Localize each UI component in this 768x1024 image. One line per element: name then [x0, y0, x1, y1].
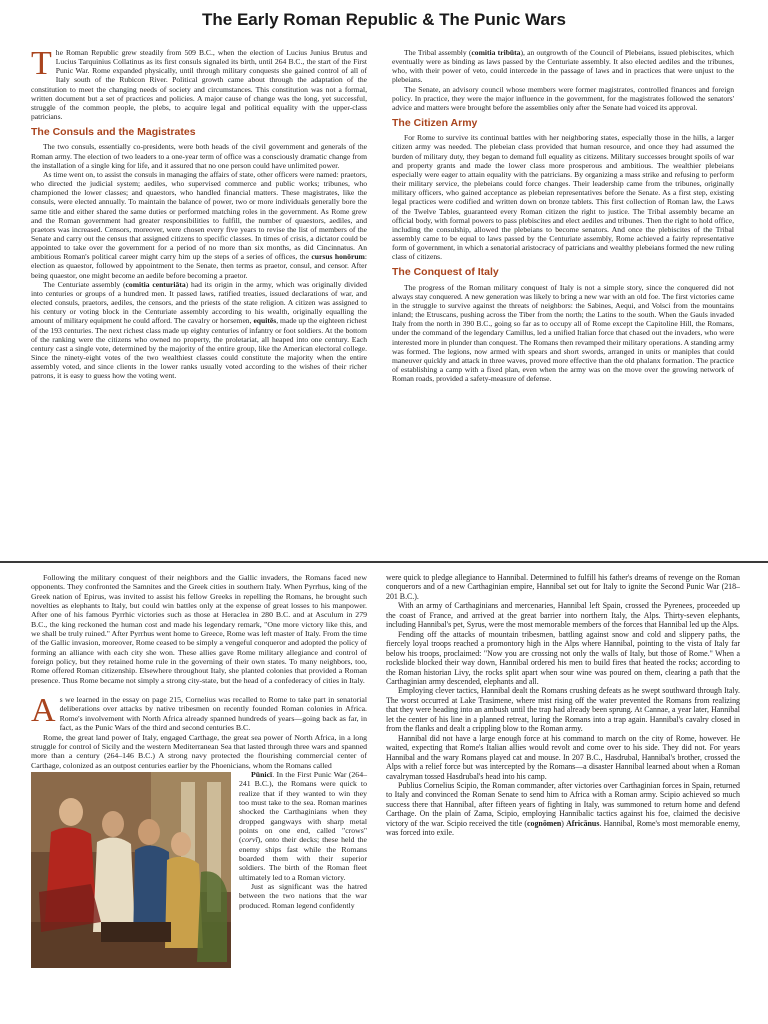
paragraph: Pūnicī. In the First Punic War (264–241 B.C.), the Romans were quick to realize that if they wanted to win they too must take to the sea. Roman marines shocked the Carthaginians when they dropped gangways with sharp metal points on one end, called "crows" (corvī), onto their decks; these held the enemy ships fast while the Romans boarded them with their superior soldiers. The birth of the Roman fleet ultimately led to a Roman victory. — [239, 769, 367, 882]
column-4 — [386, 573, 740, 838]
drop-cap: A — [31, 692, 56, 730]
paragraph: Publius Cornelius Scipio, the Roman commander, after victories over Carthaginian forces in Spain, returned to Italy and convinced the Roman Senate to send him to Africa with a Roman army. Scipio achieved so much success there that Hannibal, after fifteen years of fighting in Italy, was summoned to return home and defend Carthage. On the plain of Zama, Scipio, employing Hannibalic tactics against his foe, claimed the decisive victory of the war. Scipio received the title (cognōmen) Africānus. Hannibal, Rome's most memorable enemy, was forced into exile. — [386, 780, 740, 838]
paragraph: The progress of the Roman military conquest of Italy is not a simple story, since the conquered did not always stay conquered. A new generation was likely to bring a new war with an old foe. The first victories came in the struggle to survive against the threats of neighbors: the Sabines, Aequi, and Volsci from the mountains inland; the Etruscans, pushing across the Tiber from the north; the Latins to the south. When the Gauls invaded Italy from the north in 390 B.C., going so far as to occupy all of Rome except the Capitoline Hill, the Romans, under the command of the legendary Camillus, led a unified Italian force that chased out the invaders, who were interested more in plunder than conquest. The Romans then revamped their military operations. A standing army was formed. The legions, now armed with spears and short swords, arranged in units or maniples that could maneuver quickly and attack in three waves, proved more effective than the old phalanx formation. The practice of establishing a camp with a fixed plan, even when the army was on the move over the growing network of Roman roads, provided a safety-measure of defense. — [392, 282, 734, 384]
heading-conquest-italy: The Conquest of Italy — [392, 266, 499, 279]
column-3 — [31, 573, 367, 970]
drop-cap: T — [31, 45, 52, 82]
paragraph: Fending off the attacks of mountain tribesmen, battling against snow and cold and slippery paths, the fiercely loyal troops reached a promontory high in the Alps where Hannibal, pointing to the vista of Italy far below his troops, proclaimed: "Now you are crossing not only the walls of Italy, but those of Rome." When a rockslide blocked their way down, Hannibal ordered his men to build fires that heated the rocks; according to the Roman historian Livy, the rocks split apart when sour wine was poured on them, clearing a path that the Carthaginian army descended, elephants and all. — [386, 629, 740, 686]
paragraph: Rome, the great land power of Italy, engaged Carthage, the great sea power of North Africa, in a long struggle for control of Sicily and the western Mediterranean Sea that lasted through three wars and spanned more than a century (264–146 B.C.) A strong navy protected the flourishing commercial center of Carthage, colonized as an outpost centuries earlier by the Phoenicians, whom the Romans called — [31, 732, 367, 770]
paragraph: Just as significant was the hatred between the two nations that the war produced. Roman legend confidently — [239, 882, 367, 910]
paragraph: The Centuriate assembly (comitia centuriāta) had its origin in the army, which was originally divided into centuries or groups of a hundred men. It passed laws, ratified treaties, issued declarations of war, and elected consuls, praetors, aediles, the censors, and the priests of the state religion. A citizen was assigned to his century or voting block in the Centuriate assembly according to his wealth, originally equalling the amount of military equipment he could afford. The cavalry or horsemen, equitēs, made up the eighteen richest of the 193 centuries. The next richest class made up eighty centuries of infantry or foot soldiers. At the bottom of the ranking were the citizens who owned no property, the proletariat, all heaped into one century. Each century cast a single vote, determined by the majority of the entire group, like the American electoral college. Since the ninety-eight votes of the two wealthiest classes could constitute the majority when the entire assembly voted, and since clients in the lower ranks usually voted according to the wishes of their richer patrons, it is easy to guess how the voting went. — [31, 279, 367, 381]
paragraph: The Senate, an advisory council whose members were former magistrates, controlled finances and foreign policy. In practice, they were the major influence in the government, for the magistrates followed the senators' advice and matters were brought before the assemblies only after the Senate had voiced its approval. — [392, 84, 734, 112]
paragraph: Employing clever tactics, Hannibal dealt the Romans crushing defeats as he swept southward through Italy. The worst occurred at Lake Trasimene, where mist rising off the water prevented the Romans from realizing that they were heading into an ambush until the trap had already been sprung. At Cannae, a year later, Hannibal let the center of his line in a planned retreat, luring the Romans into a trap again. Hannibal's cavalry closed in from the flanks and dealt a crippling blow to the Roman army. — [386, 686, 740, 734]
paragraph: As time went on, to assist the consuls in managing the affairs of state, other officers were named: praetors, who directed the judicial system; aediles, who supervised commerce and public works; tribunes, who championed the lower classes; and quaestors, who handled financial matters. These magistrates, like the consuls, were elected annually. To maintain the balance of power, two or more individuals generally bore the same title and either shared the same duties or performed matching roles in the government. As Rome grew and the Roman government had greater responsibilities to fulfill, the number of quaestors, aediles, and praetors was increased. Censors, moreover, were chosen every five years to revise the list of members of the Senate and carry out the census that assigned citizens to specific classes. In times of crisis, a dictator could be appointed to take over the government for a period of no more than six months, as did Cincinnatus. An ambitious Roman's political career might carry him up the steps of a series of offices, the cursus honōrum: election as quaestor, followed by appointment to the Senate, then terms as praetor, consul, and censor. After being quaestor, one might become an aedile before becoming a praetor. — [31, 169, 367, 280]
page-divider — [0, 561, 768, 563]
heading-citizen-army: The Citizen Army — [392, 117, 478, 130]
intro-paragraph: The Roman Republic grew steadily from 509 B.C., when the election of Lucius Junius Brutus and Lucius Tarquinius Collatinus as its first consuls signaled its birth, until 264 B.C., the start of the First Punic War. Rome expanded physically, until through military conquests she gained control of all of Italy south of the Rubicon River. Political growth came about through the adaptation of the constitution to meet the changing needs of society and circumstances. This constitution was not a formal, written document but a set of practices and policies. A major cause of change was the long, yet successful, struggle of the common people, the plebs, to acquire legal and political equality with the upper-class patricians. — [31, 45, 367, 122]
heading-consuls: The Consuls and the Magistrates — [31, 126, 196, 139]
painting-illustration — [31, 772, 231, 968]
page-title: The Early Roman Republic & The Punic Wars — [202, 10, 566, 29]
paragraph: For Rome to survive its continual battles with her neighboring states, especially those in the hills, a larger citizen army was needed. The plebeian class provided that human resource, and once they had assumed the burden of military duty, they began to demand full equality as citizens. Military successes brought spoils of war and property grants and made the lower class more prosperous and ambitious. The wealthier plebeians especially were eager to attain equality with the patricians. By organizing a mass strike and refusing to perform their military service, the plebeians could force changes. Their leadership came from the tribunes, originally military officers, who gained acceptance as plebeian representatives before the Senate. As a first step, existing legal practices were codified and written down on bronze tablets. This first collection of Roman law, the Laws of the Twelve Tables, guaranteed every Roman citizen the right to justice. The Tribal assembly became an official body, with formal powers to pass plebiscites and elect aediles and tribunes. Then the right to hold office, including the consulship, allowed the plebeians to become senators. And once the plebiscites of the Tribal assembly came to be equal to laws passed by the Centuriate assembly, Rome achieved a fairly representative form of government, in which a senatorial aristocracy of patricians and wealthy plebeians formed the new ruling class of citizens. — [392, 133, 734, 262]
column-2 — [392, 48, 734, 383]
paragraph: Following the military conquest of their neighbors and the Gallic invaders, the Romans faced new opponents. They confronted the Samnites and the Greek cities in southern Italy. When Pyrrhus, king of the Greek nation of Epirus, was invited to assist his fellow Greeks in repelling the Romans, he brought such novelties as elephants to Italy, but could win battles only at the expense of great losses to his manpower. After one of his famous Pyrrhic victories such as those at Heraclea in 280 B.C. and at Asculum in 279 B.C., the king reckoned the human cost and made his legendary remark, "One more victory like this, and we shall be truly ruined." After Pyrrhus went home to Greece, Rome was left master of Italy. From the time of the Gallic invasion, moreover, Rome ceased to be simply a vengeful conqueror and adopted the policy of forming an alliance with each city she won. These allies gave Rome military allegiance and control of foreign policy, but they retained home rule in the governing of their own states. To many neighbors, too, Rome offered Roman citizenship. Elsewhere throughout Italy, she planted colonies that provided a Roman presence. Thus Rome became not simply a strong city-state, but the head of a confederacy of cities in Italy. — [31, 573, 367, 685]
paragraph: Hannibal did not have a large enough force at his command to march on the city of Rome, however. He waited, expecting that Rome's Italian allies would revolt and come over to his side. They did not. For years Hannibal and the wary Romans played cat and mouse. In 207 B.C., Hasdrubal, Hannibal's brother, crossed the Alps with a relief force but was intercepted by the Romans—a disaster Hannibal learned about when a Roman cavalryman tossed Hasdrubal's head into his camp. — [386, 733, 740, 781]
painting-image — [31, 772, 231, 968]
paragraph: The Tribal assembly (comitia tribūta), an outgrowth of the Council of Plebeians, issued plebiscites, which eventually were as binding as laws passed by the Centuriate assembly. It also elected aediles and the tribunes, who, with their power of veto, could intercede in the passage of laws and in practices that were unjust to the plebeians. — [392, 48, 734, 85]
paragraph: were quick to pledge allegiance to Hannibal. Determined to fulfill his father's dreams of revenge on the Roman conquerors and of a new Carthaginian empire, Hannibal set out for Italy to ignite the Second Punic War (218–201 B.C.). — [386, 573, 740, 601]
column-1 — [31, 45, 367, 381]
paragraph: The two consuls, essentially co-presidents, were both heads of the civil government and generals of the Roman army. The election of two leaders to a one-year term of office was a consciously dramatic change from the installation of a single king for life, and it assured that no one person could have unlimited power. — [31, 142, 367, 170]
paragraph: With an army of Carthaginians and mercenaries, Hannibal left Spain, crossed the Pyrenees, proceeded up the coast of France, and arrived at the great barrier into northern Italy, the Alps. Thirty-seven elephants, including Hannibal's pet, Syrus, were the most memorable members of the forces that Hannibal led up the Alps. — [386, 601, 740, 630]
paragraph: As we learned in the essay on page 215, Cornelius was recalled to Rome to take part in senatorial deliberations over attacks by native tribesmen on recently founded Roman colonies in Africa. Rome's involvement with North Africa already spanned hundreds of years—going back as far, in fact, as the Punic Wars of the third and second centuries B.C. — [31, 692, 367, 733]
